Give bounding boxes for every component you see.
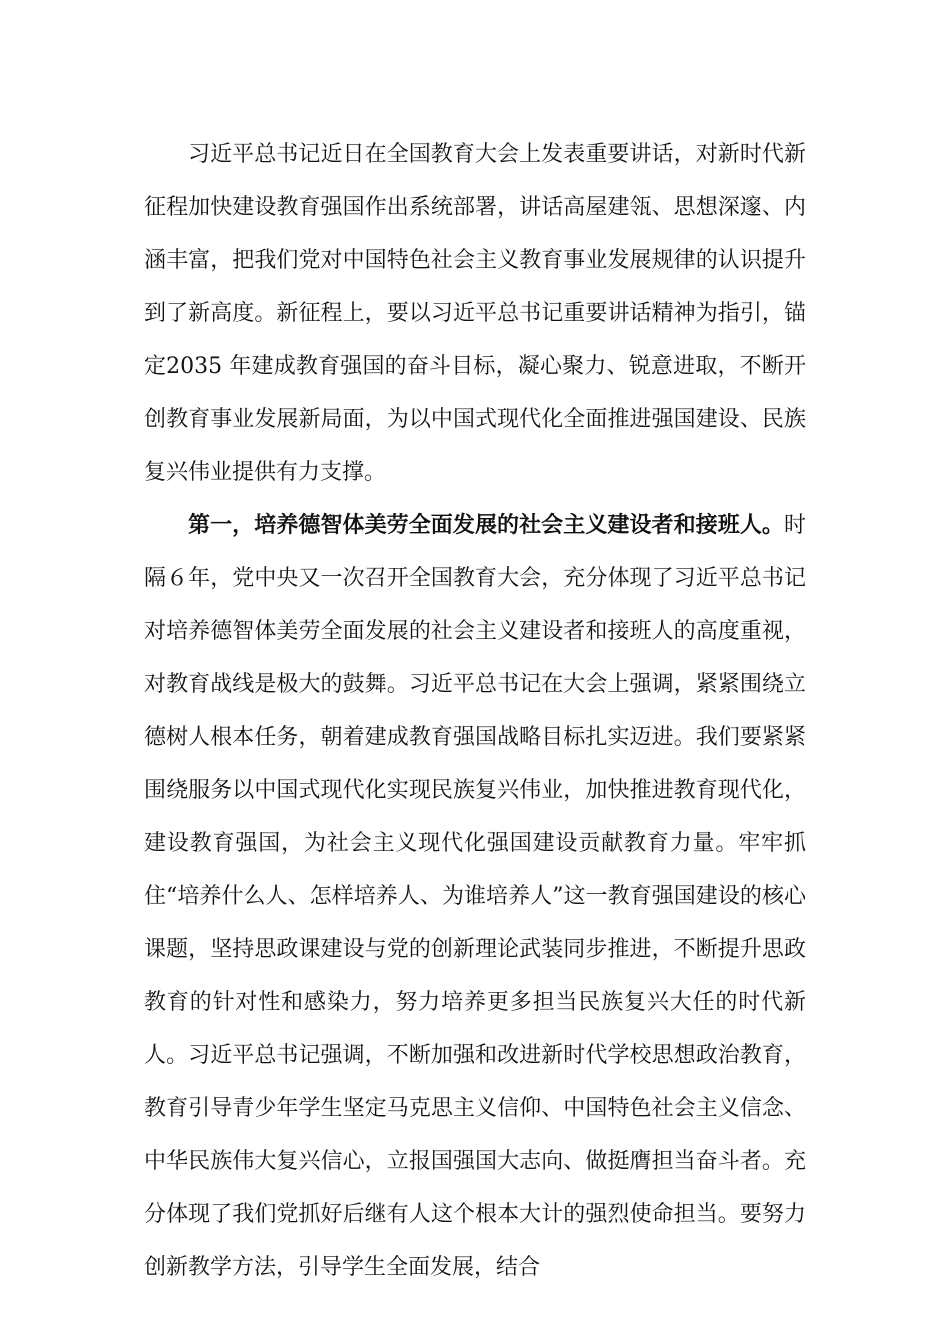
paragraph-first-point-text: 时隔６年，党中央又一次召开全国教育大会，充分体现了习近平总书记对培养德智体美劳全面发展的社会主义建设者和接班人的高度重视，对教育战线是极大的鼓舞。习近平总书记在大会上强调，紧紧围绕立德树人根本任务，朝着建成教育强国战略目标扎实迈进。我们要紧紧围绕服务以中国式现代化实现民族复兴伟业，加快推进教育现代化，建设教育强国，为社会主义现代化强国建设贡献教育力量。牢牢抓住“培养什么人、怎样培养人、为谁培养人”这一教育强国建设的核心课题，坚持思政课建设与党的创新理论武装同步推进，不断提升思政教育的针对性和感染力，努力培养更多担当民族复兴大任的时代新人。习近平总书记强调，不断加强和改进新时代学校思想政治教育，教育引导青少年学生坚定马克思主义信仰、中国特色社会主义信念、中华民族伟大复兴信心，立报国强国大志向、做挺膺担当奋斗者。充分体现了我们党抓好后继有人这个根本大计的强烈使命担当。要努力创新教学方法，引导学生全面发展，结合 [144,513,806,1280]
paragraph-first-point-heading: 第一，培养德智体美劳全面发展的社会主义建设者和接班人。 [188,512,784,538]
paragraph-first-point [144,499,806,1294]
paragraph-intro-text: 习近平总书记近日在全国教育大会上发表重要讲话，对新时代新征程加快建设教育强国作出系统部署，讲话高屋建瓴、思想深邃、内涵丰富，把我们党对中国特色社会主义教育事业发展规律的认识提升到了新高度。新征程上，要以习近平总书记重要讲话精神为指引，锚定2035 年建成教育强国的奋斗目标，凝心聚力、锐意进取，不断开创教育事业发展新局面，为以中国式现代化全面推进强国建设、民族复兴伟业提供有力支撑。 [144,142,806,485]
document-body [144,128,806,1294]
paragraph-intro [144,128,806,499]
